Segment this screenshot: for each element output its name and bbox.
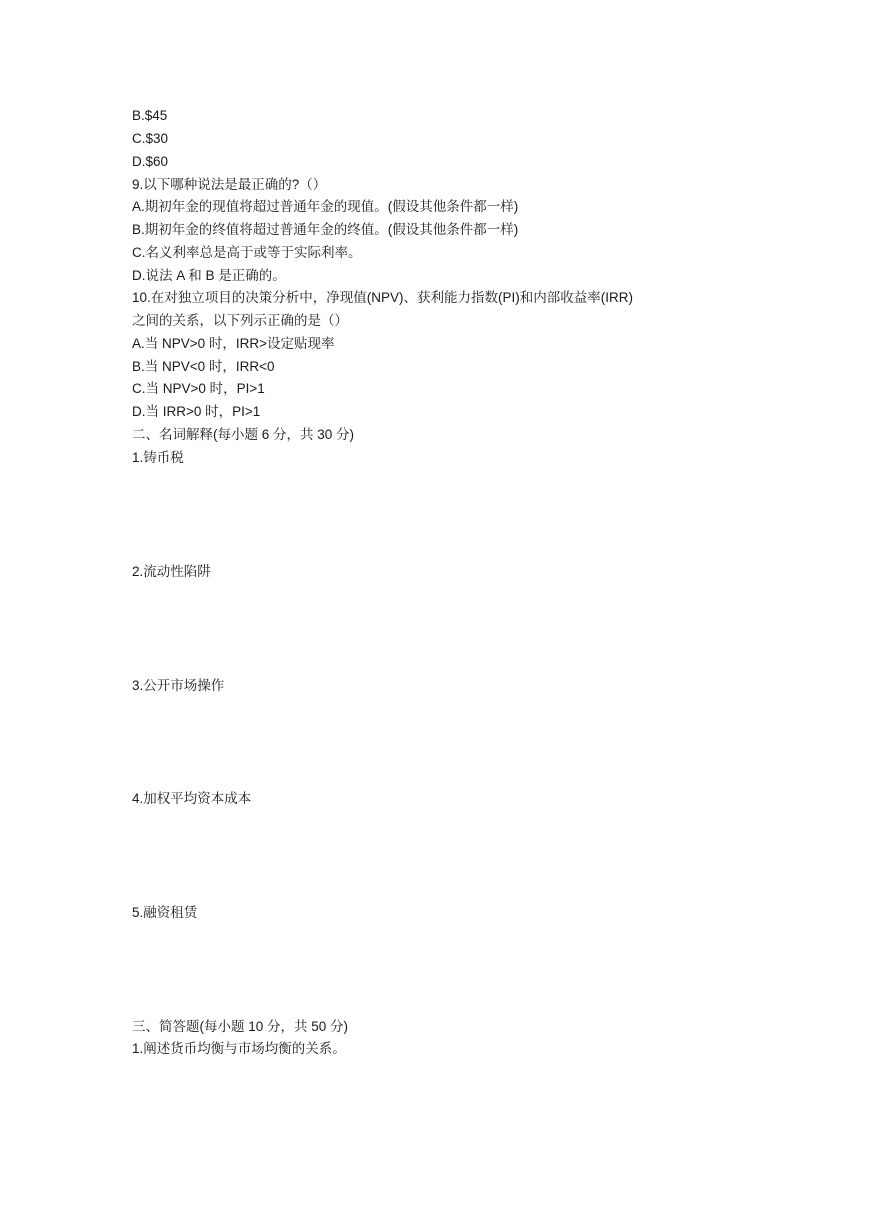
q10-stem-line2: 之间的关系，以下列示正确的是（） <box>132 313 348 328</box>
term-item: 3.公开市场操作 <box>132 678 225 693</box>
section3-heading: 三、简答题(每小题 10 分，共 50 分) <box>132 1019 349 1034</box>
q9-stem: 9.以下哪种说法是最正确的?（） <box>132 177 327 192</box>
q10-option-d: D.当 IRR>0 时，PI>1 <box>132 404 261 419</box>
q9-option-a: A.期初年金的现值将超过普通年金的现值。(假设其他条件都一样) <box>132 199 519 214</box>
section2-heading: 二、名词解释(每小题 6 分，共 30 分) <box>132 427 355 442</box>
q8-option-b: B.$45 <box>132 108 168 123</box>
q8-option-c: C.$30 <box>132 131 169 146</box>
q9-option-c: C.名义利率总是高于或等于实际利率。 <box>132 245 362 260</box>
term-item: 4.加权平均资本成本 <box>132 791 252 806</box>
q10-option-a: A.当 NPV>0 时，IRR>设定贴现率 <box>132 336 335 351</box>
term-item: 5.融资租赁 <box>132 905 198 920</box>
q10-stem-line1: 10.在对独立项目的决策分析中，净现值(NPV)、获利能力指数(PI)和内部收益率(IRR) <box>132 290 634 305</box>
short-answer-item: 1.阐述货币均衡与市场均衡的关系。 <box>132 1041 346 1056</box>
q8-option-d: D.$60 <box>132 154 169 169</box>
term-item: 2.流动性陷阱 <box>132 564 211 579</box>
q10-option-b: B.当 NPV<0 时，IRR<0 <box>132 359 275 374</box>
q10-option-c: C.当 NPV>0 时，PI>1 <box>132 381 265 396</box>
term-item: 1.铸币税 <box>132 450 184 465</box>
q9-option-d: D.说法 A 和 B 是正确的。 <box>132 268 286 283</box>
q9-option-b: B.期初年金的终值将超过普通年金的终值。(假设其他条件都一样) <box>132 222 519 237</box>
